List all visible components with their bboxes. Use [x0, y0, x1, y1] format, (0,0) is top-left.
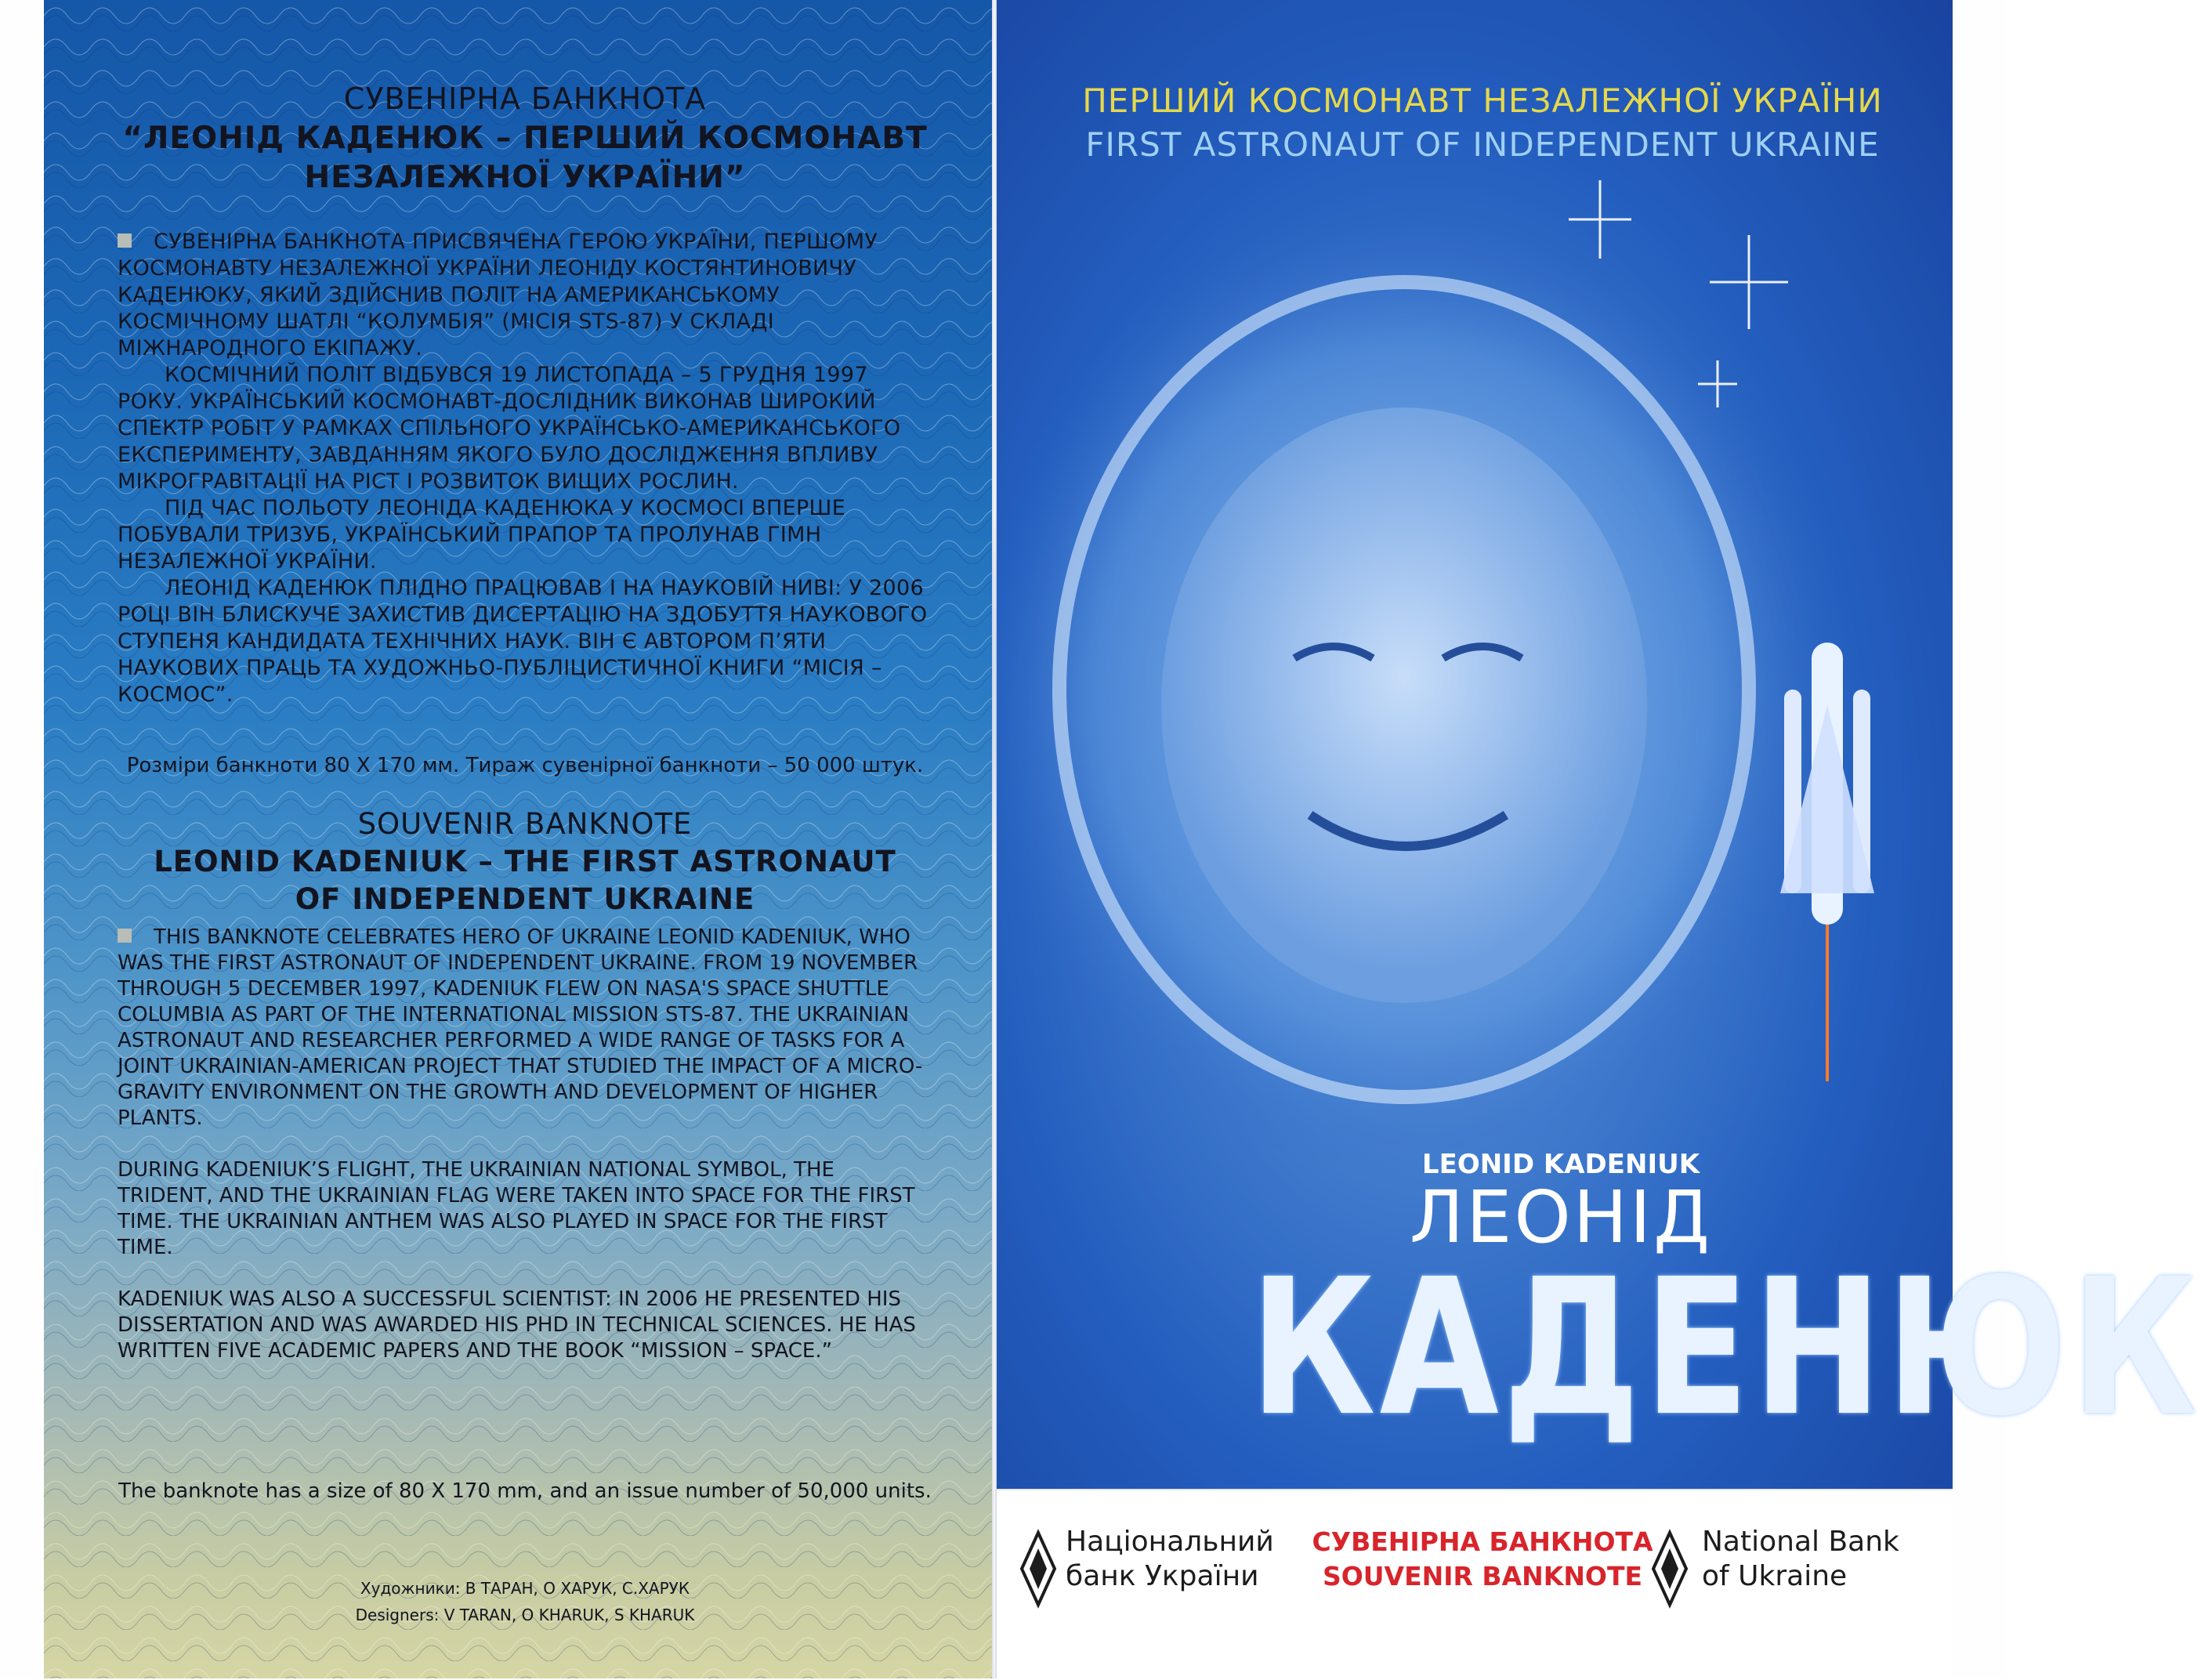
ua-paragraph: ПІД ЧАС ПОЛЬОТУ ЛЕОНІДА КАДЕНЮКА У КОСМОСІ ВПЕРШЕ ПОБУВАЛИ ТРИЗУБ, УКРАЇНСЬКИЙ ПРАПОР ТА ПРОЛУНАВ ГІМН НЕЗАЛЕЖНОЇ УКРАЇНИ.	[118, 496, 846, 574]
ua-paragraph-text: СУВЕНІРНА БАНКНОТА ПРИСВЯЧЕНА ГЕРОЮ УКРАЇНИ, ПЕРШОМУ КОСМОНАВТУ НЕЗАЛЕЖНОЇ УКРАЇНИ ЛЕОНІДУ КОСТЯНТИНОВИЧУ КАДЕНЮКУ, ЯКИЙ ЗДІЙСНИВ ПОЛІТ НА АМЕРИКАНСЬКОМУ КОСМІЧНОМУ ШАТЛІ “КОЛУМБІЯ” (МІСІЯ STS-87) У СКЛАДІ МІЖНАРОДНОГО ЕКІПАЖУ.	[118, 230, 878, 360]
credits	[118, 1575, 932, 1628]
square-bullet-icon	[118, 234, 132, 248]
nbu-en-line2: of Ukraine	[1702, 1560, 1848, 1592]
name-ua-last: КАДЕНЮК	[1249, 1238, 2201, 1457]
ua-title-main	[118, 119, 932, 197]
footer-strip	[997, 1489, 1953, 1680]
nbu-ua-line1: Національний	[1066, 1526, 1274, 1558]
nbu-ua-line2: банк України	[1066, 1560, 1259, 1592]
souvenir-label-ua: СУВЕНІРНА БАНКНОТА	[1312, 1526, 1653, 1557]
en-title-line2: LEONID KADENIUK – THE FIRST ASTRONAUT	[154, 845, 896, 878]
ua-title-line1: СУВЕНІРНА БАНКНОТА	[343, 81, 707, 116]
square-bullet-icon	[118, 929, 132, 943]
ua-paragraph	[118, 229, 932, 362]
credits-ua: Художники: В ТАРАН, О ХАРУК, С.ХАРУК	[360, 1579, 690, 1598]
cover-title-en: FIRST ASTRONAUT OF INDEPENDENT UKRAINE	[1085, 125, 1880, 164]
credits-en: Designers: V TARAN, O KHARUK, S KHARUK	[355, 1606, 695, 1624]
en-paragraph	[118, 925, 932, 1131]
en-title-line1: SOUVENIR BANKNOTE	[357, 807, 693, 841]
right-panel-cover	[997, 0, 2201, 1489]
name-en: LEONID KADENIUK	[1421, 1149, 1700, 1180]
en-title-main	[118, 843, 932, 918]
astronaut-face	[1161, 407, 1647, 1003]
name-ua-first: ЛЕОНІД	[1410, 1175, 1712, 1259]
ua-paragraph: КОСМІЧНИЙ ПОЛІТ ВІДБУВСЯ 19 ЛИСТОПАДА – 5 ГРУДНЯ 1997 РОКУ. УКРАЇНСЬКИЙ КОСМОНАВТ-ДОСЛІДНИК ВИКОНАВ ШИРОКИЙ СПЕКТР РОБІТ У РАМКАХ СПІЛЬНОГО УКРАЇНСЬКО-АМЕРИКАНСЬКОГО ЕКСПЕРИМЕНТУ, ЗАВДАННЯМ ЯКОГО БУЛО ДОСЛІДЖЕННЯ ВПЛИВУ МІКРОГРАВІТАЦІЇ НА РІСТ І РОЗВИТОК ВИЩИХ РОСЛИН.	[118, 363, 901, 494]
ua-size-note: Розміри банкноти 80 Х 170 мм. Тираж сувенірної банкноти – 50 000 штук.	[126, 754, 924, 777]
ua-description	[118, 229, 932, 708]
en-paragraph-text: THIS BANKNOTE CELEBRATES HERO OF UKRAINE LEONID KADENIUK, WHO WAS THE FIRST ASTRONAUT OF INDEPENDENT UKRAINE. FROM 19 NOVEMBER THROUGH 5 DECEMBER 1997, KADENIUK FLEW ON NASA'S SPACE SHUTTLE COLUMBIA AS PART OF THE INTERNATIONAL MISSION STS-87. THE UKRAINIAN ASTRONAUT AND RESEARCHER PERFORMED A WIDE RANGE OF TASKS FOR A JOINT UKRAINIAN-AMERICAN PROJECT THAT STUDIED THE IMPACT OF A MICRO-GRAVITY ENVIRONMENT ON THE GROWTH AND DEVELOPMENT OF HIGHER PLANTS.	[118, 925, 923, 1130]
en-title-line3: OF INDEPENDENT UKRAINE	[295, 882, 755, 916]
cover-title-ua: ПЕРШИЙ КОСМОНАВТ НЕЗАЛЕЖНОЇ УКРАЇНИ	[1082, 81, 1883, 120]
nbu-logo-icon	[1652, 1531, 1688, 1606]
en-description	[118, 925, 932, 1390]
ua-title-line3: НЕЗАЛЕЖНОЇ УКРАЇНИ”	[304, 160, 746, 195]
en-paragraph: DURING KADENIUK’S FLIGHT, THE UKRAINIAN NATIONAL SYMBOL, THE TRIDENT, AND THE UKRAINIAN FLAG WERE TAKEN INTO SPACE FOR THE FIRST TIME. THE UKRAINIAN ANTHEM WAS ALSO PLAYED IN SPACE FOR THE FIRST TIME.	[118, 1158, 915, 1259]
ua-paragraph: ЛЕОНІД КАДЕНЮК ПЛІДНО ПРАЦЮВАВ І НА НАУКОВІЙ НИВІ: У 2006 РОЦІ ВІН БЛИСКУЧЕ ЗАХИСТИВ ДИСЕРТАЦІЮ НА ЗДОБУТТЯ НАУКОВОГО СТУПЕНЯ КАНДИДАТА ТЕХНІЧНИХ НАУК. ВІН Є АВТОРОМ П’ЯТИ НАУКОВИХ ПРАЦЬ ТА ХУДОЖНЬО-ПУБЛІЦИСТИЧНОЇ КНИГИ “МІСІЯ – КОСМОС”.	[118, 576, 928, 707]
souvenir-label-en: SOUVENIR BANKNOTE	[1322, 1561, 1643, 1591]
nbu-name-en	[1702, 1525, 1937, 1594]
en-paragraph: KADENIUK WAS ALSO A SUCCESSFUL SCIENTIST: IN 2006 HE PRESENTED HIS DISSERTATION AND WAS AWARDED HIS PHD IN TECHNICAL SCIENCES. HE HAS WRITTEN FIVE ACADEMIC PAPERS AND THE BOOK “MISSION – SPACE.”	[118, 1287, 916, 1363]
nbu-en-line1: National Bank	[1702, 1526, 1899, 1558]
ua-title-line2: “ЛЕОНІД КАДЕНЮК – ПЕРШИЙ КОСМОНАВТ	[122, 121, 928, 156]
nbu-logo-icon	[1020, 1531, 1056, 1606]
en-size-note: The banknote has a size of 80 X 170 mm, and an issue number of 50,000 units.	[118, 1479, 932, 1503]
souvenir-label	[1279, 1525, 1686, 1594]
